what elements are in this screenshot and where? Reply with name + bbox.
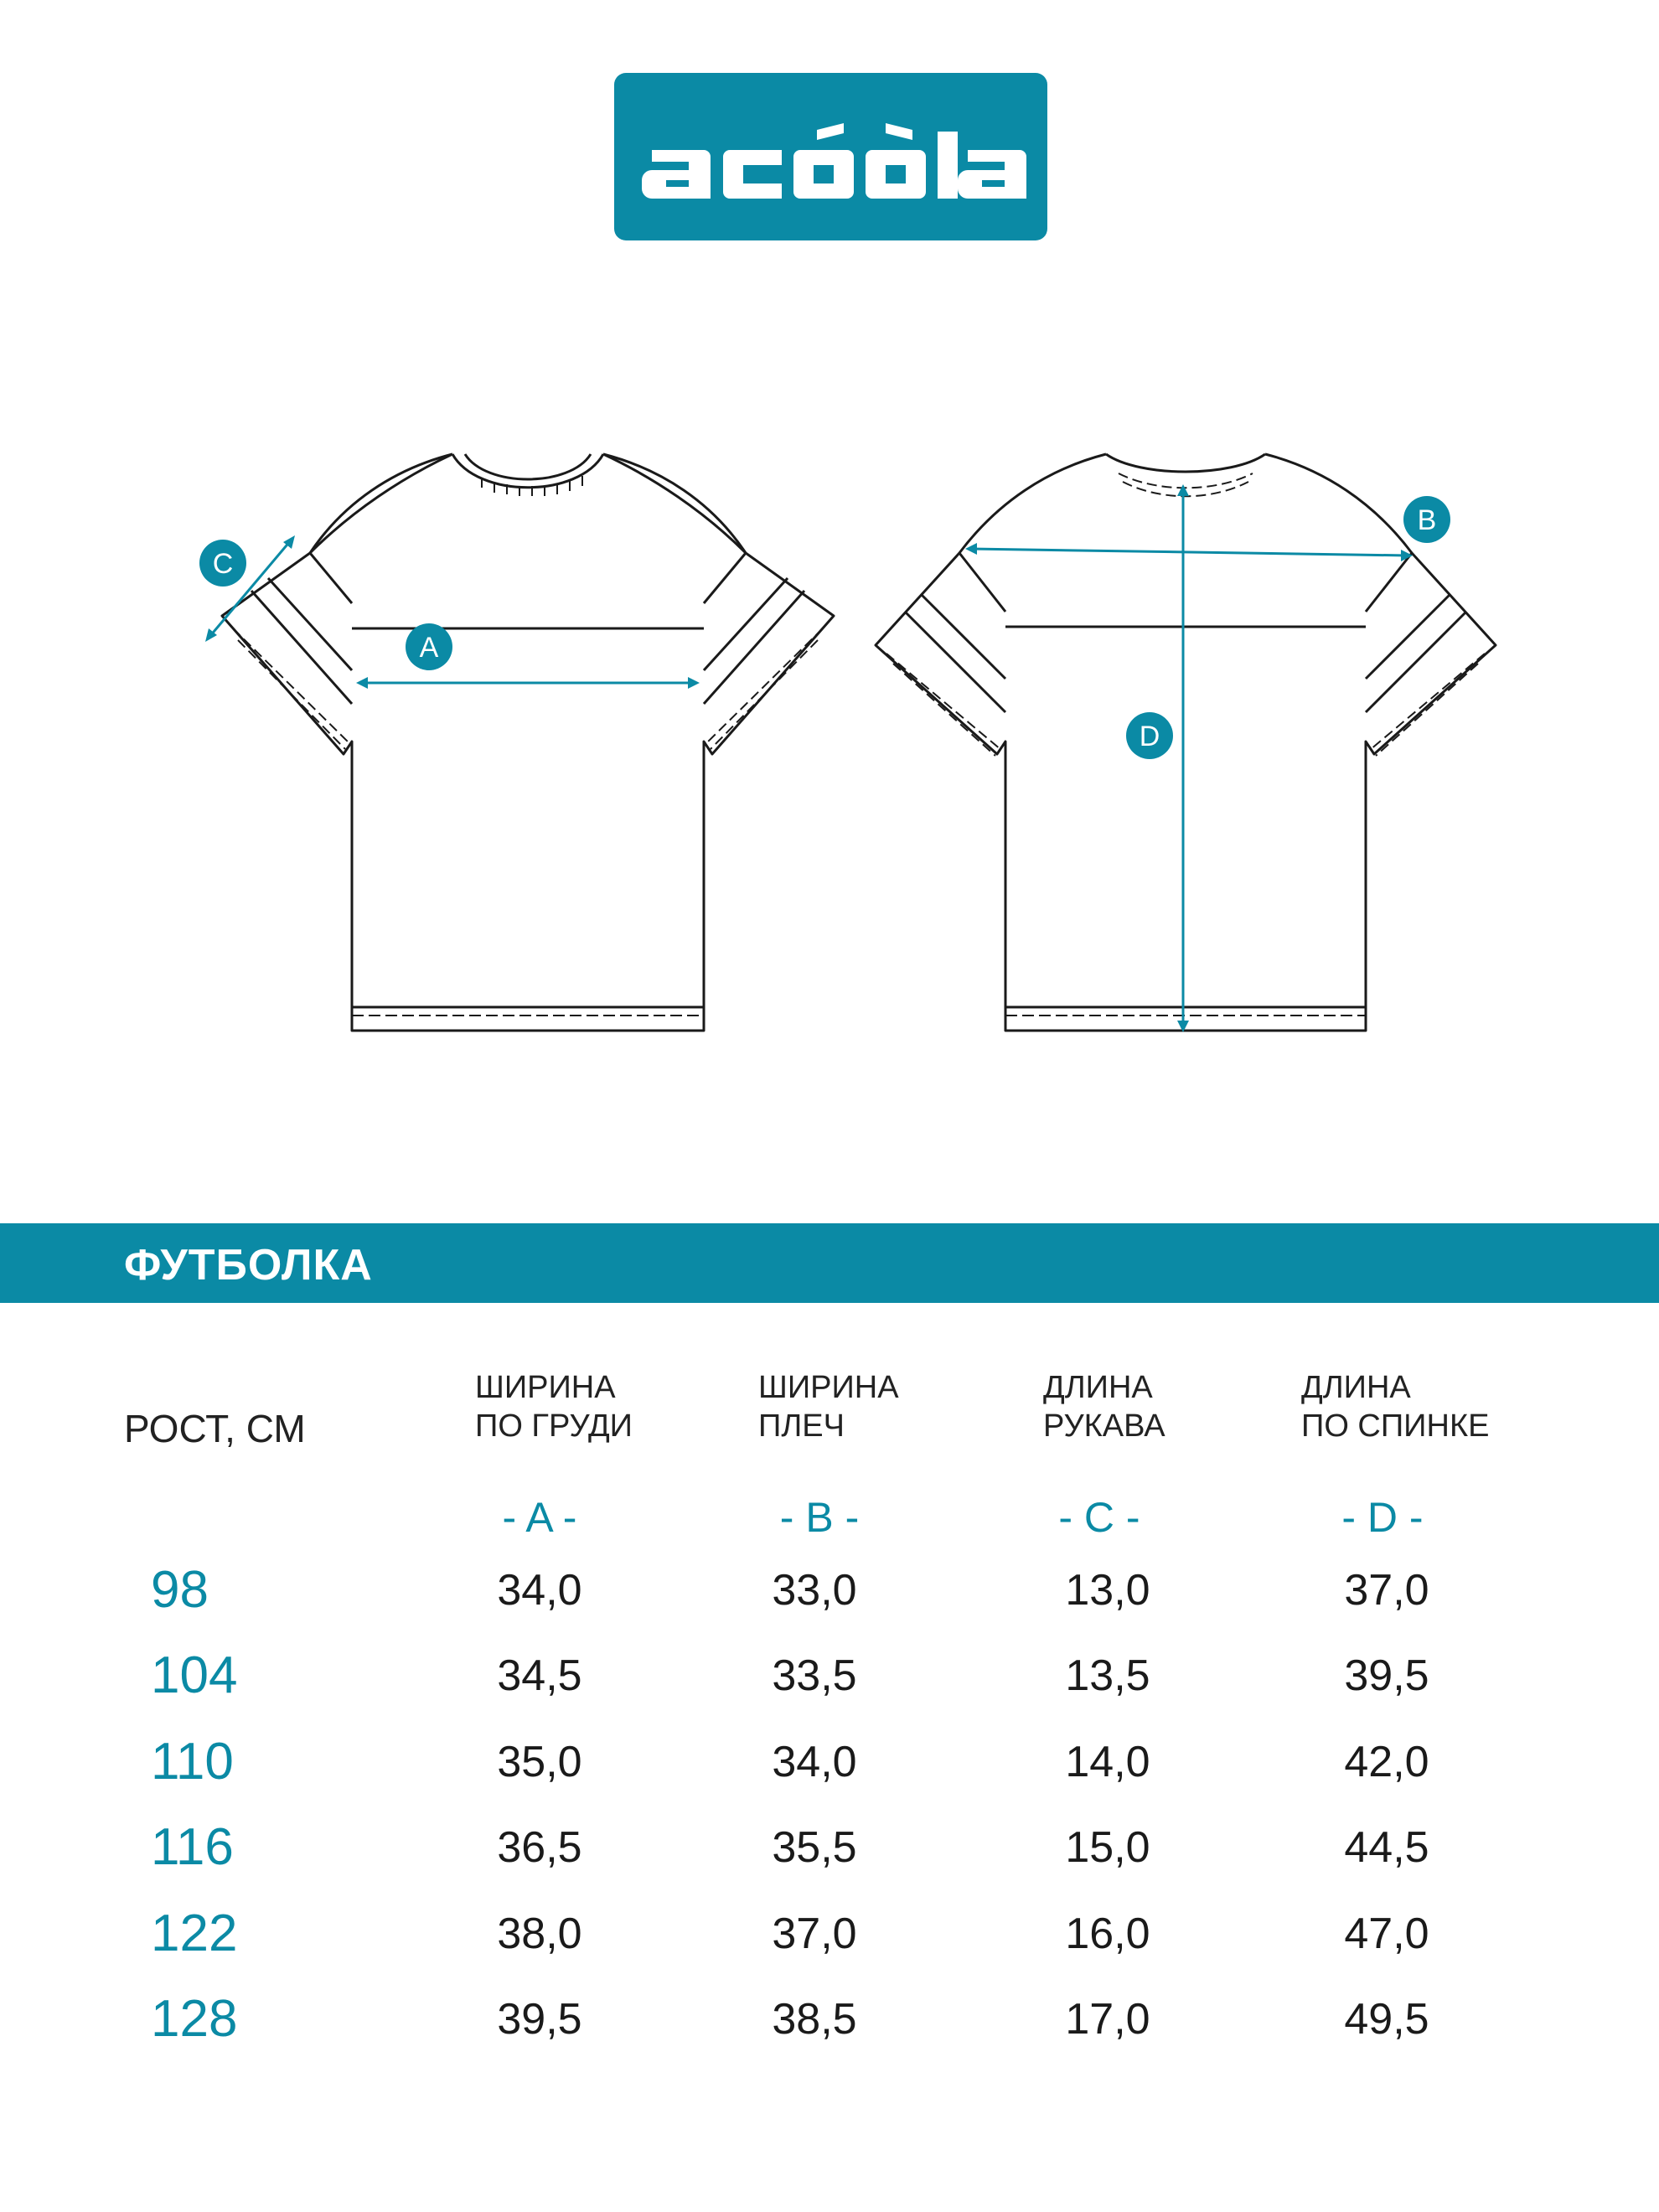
cell-chest: 34,5 bbox=[497, 1651, 582, 1700]
table-row bbox=[0, 1560, 1659, 1636]
product-banner bbox=[0, 1223, 1659, 1303]
cell-back-length: 49,5 bbox=[1344, 1995, 1429, 2044]
cell-back-length: 47,0 bbox=[1344, 1910, 1429, 1958]
cell-shoulders: 33,5 bbox=[772, 1651, 857, 1700]
cell-shoulders: 37,0 bbox=[772, 1910, 857, 1958]
cell-sleeve: 16,0 bbox=[1065, 1910, 1150, 1958]
acoola-logo-icon bbox=[614, 73, 1047, 240]
column-header-back-length: ДЛИНА ПО СПИНКЕ bbox=[1301, 1370, 1490, 1444]
row-height: 104 bbox=[151, 1646, 238, 1704]
badge-b-label: B bbox=[1417, 504, 1437, 536]
cell-shoulders: 35,5 bbox=[772, 1823, 857, 1872]
cell-back-length: 37,0 bbox=[1344, 1566, 1429, 1615]
cell-shoulders: 33,0 bbox=[772, 1566, 857, 1615]
badge-a-label: A bbox=[419, 632, 439, 664]
column-header-chest: ШИРИНА ПО ГРУДИ bbox=[475, 1370, 633, 1444]
cell-shoulders: 38,5 bbox=[772, 1995, 857, 2044]
cell-back-length: 39,5 bbox=[1344, 1651, 1429, 1700]
cell-sleeve: 17,0 bbox=[1065, 1995, 1150, 2044]
row-height: 128 bbox=[151, 1990, 238, 2048]
cell-sleeve: 14,0 bbox=[1065, 1738, 1150, 1786]
cell-chest: 35,0 bbox=[497, 1738, 582, 1786]
row-height: 122 bbox=[151, 1904, 238, 1962]
cell-chest: 34,0 bbox=[497, 1566, 582, 1615]
column-header-shoulders: ШИРИНА ПЛЕЧ bbox=[758, 1370, 899, 1444]
badge-d bbox=[1126, 712, 1173, 759]
column-code-b: - B - bbox=[779, 1494, 860, 1541]
front-tshirt-outline bbox=[222, 454, 834, 1031]
cell-chest: 39,5 bbox=[497, 1995, 582, 2044]
cell-back-length: 44,5 bbox=[1344, 1823, 1429, 1872]
row-height: 110 bbox=[151, 1733, 234, 1791]
badge-d-label: D bbox=[1139, 721, 1160, 752]
garment-diagram bbox=[0, 394, 1659, 1064]
row-height: 98 bbox=[151, 1561, 209, 1619]
measure-b-line bbox=[970, 549, 1408, 556]
badge-c-label: C bbox=[212, 548, 234, 580]
badge-c bbox=[199, 540, 246, 587]
table-row bbox=[0, 1817, 1659, 1893]
column-header-sleeve: ДЛИНА РУКАВА bbox=[1043, 1370, 1165, 1444]
column-code-c: - C - bbox=[1058, 1494, 1140, 1541]
row-height: 116 bbox=[151, 1818, 234, 1876]
tshirt-diagram-svg bbox=[0, 394, 1659, 1064]
cell-back-length: 42,0 bbox=[1344, 1738, 1429, 1786]
table-row bbox=[0, 1732, 1659, 1807]
cell-shoulders: 34,0 bbox=[772, 1738, 857, 1786]
cell-chest: 38,0 bbox=[497, 1910, 582, 1958]
table-row bbox=[0, 1646, 1659, 1721]
cell-sleeve: 15,0 bbox=[1065, 1823, 1150, 1872]
back-tshirt-outline bbox=[876, 454, 1496, 1031]
column-code-a: - A - bbox=[502, 1494, 577, 1541]
column-code-d: - D - bbox=[1341, 1494, 1424, 1541]
table-row bbox=[0, 1989, 1659, 2065]
badge-b bbox=[1403, 496, 1450, 543]
badge-a bbox=[406, 623, 452, 670]
cell-chest: 36,5 bbox=[497, 1823, 582, 1872]
cell-sleeve: 13,0 bbox=[1065, 1566, 1150, 1615]
brand-logo bbox=[614, 73, 1047, 240]
product-title: ФУТБОЛКА bbox=[124, 1241, 373, 1289]
cell-sleeve: 13,5 bbox=[1065, 1651, 1150, 1700]
height-column-header: РОСТ, СМ bbox=[124, 1407, 306, 1450]
table-row bbox=[0, 1904, 1659, 1979]
